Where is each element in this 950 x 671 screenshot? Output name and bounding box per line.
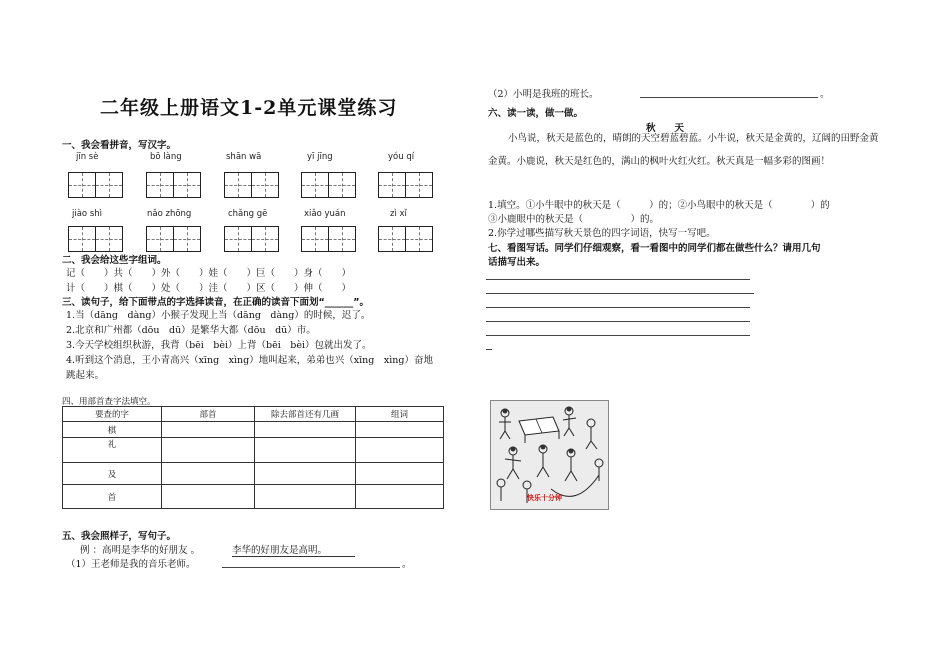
writing-grid[interactable]: [302, 226, 356, 252]
col-header: 组词: [356, 407, 444, 422]
pinyin-1: jīn sè: [76, 152, 99, 162]
reading-item-4-cont: 跳起来。: [66, 370, 105, 381]
answer-cell[interactable]: [255, 422, 356, 438]
reading-item-4[interactable]: 4.听到这个消息，王小青高兴（xīng xìng）地叫起来，弟弟也兴（xīng xìng）奋地: [66, 355, 433, 366]
pinyin-8: chǎng gē: [228, 209, 268, 219]
writing-grid[interactable]: [147, 172, 201, 198]
writing-grid[interactable]: [302, 172, 356, 198]
writing-grid[interactable]: [69, 172, 123, 198]
writing-line[interactable]: [486, 307, 750, 308]
answer-cell[interactable]: [255, 438, 356, 463]
writing-grid[interactable]: [69, 226, 123, 252]
col-header: 部首: [162, 407, 255, 422]
sentence-item-2: （2）小明是我班的班长。: [488, 89, 599, 100]
pinyin-4: yī jīng: [307, 152, 333, 162]
question-1-cont[interactable]: ③小鹿眼中的秋天是（ ）的。: [488, 214, 660, 225]
pinyin-2: bō làng: [150, 152, 182, 162]
example-answer: 李华的好朋友是高明。: [232, 542, 355, 557]
col-header: 要查的字: [63, 407, 162, 422]
writing-grid[interactable]: [379, 226, 433, 252]
answer-line[interactable]: [640, 97, 818, 98]
reading-item-1[interactable]: 1.当（dāng dàng）小猴子发现上当（dāng dàng）的时候，迟了。: [66, 310, 371, 321]
lookup-char: 首: [63, 485, 162, 509]
writing-line[interactable]: [486, 279, 750, 280]
writing-grid[interactable]: [147, 226, 201, 252]
answer-cell[interactable]: [162, 422, 255, 438]
word-group-line-2[interactable]: 计（ ）棋（ ）处（ ）洼（ ）区（ ）伸（ ）: [66, 283, 352, 294]
writing-line[interactable]: [486, 335, 750, 336]
word-group-line-1[interactable]: 记（ ）共（ ）外（ ）娃（ ）巨（ ）身（ ）: [66, 268, 352, 279]
reading-item-2[interactable]: 2.北京和广州都（dōu dū）是繁华大都（dōu dū）市。: [66, 325, 316, 336]
poem-title: 秋 天: [646, 123, 685, 134]
answer-cell[interactable]: [255, 463, 356, 485]
example-label: 例 ：高明是李华的好朋友 。: [80, 545, 201, 556]
answer-line[interactable]: [222, 567, 400, 568]
writing-grid[interactable]: [379, 172, 433, 198]
period: 。: [402, 559, 412, 570]
writing-grid[interactable]: [225, 226, 279, 252]
col-header: 除去部首还有几画: [255, 407, 356, 422]
pinyin-6: jiào shì: [72, 209, 103, 219]
writing-line[interactable]: [486, 321, 750, 322]
question-1[interactable]: 1.填空。①小牛眼中的秋天是（ ）的；②小鸟眼中的秋天是（ ）的: [488, 200, 830, 211]
writing-line[interactable]: [486, 293, 754, 294]
pinyin-7: nǎo zhōng: [147, 209, 192, 219]
answer-cell[interactable]: [356, 422, 444, 438]
answer-cell[interactable]: [162, 438, 255, 463]
reading-item-3[interactable]: 3.今天学校组织秋游，我背（bēi bèi）上背（bēi bèi）包就出发了。: [66, 340, 372, 351]
section7-heading-cont: 话描写出来。: [488, 257, 546, 268]
answer-cell[interactable]: [356, 463, 444, 485]
section3-heading: 三、读句子，给下面带点的字选择读音，在正确的读音下面划“______”。: [62, 297, 369, 308]
writing-line[interactable]: [486, 349, 492, 350]
pinyin-9: xiǎo yuán: [304, 209, 346, 219]
answer-cell[interactable]: [162, 485, 255, 509]
lookup-char: 及: [63, 463, 162, 485]
section7-heading: 七、看图写话。同学们仔细观察，看一看图中的同学们都在做些什么？请用几句: [488, 243, 821, 254]
section5-heading: 五、我会照样子，写句子。: [62, 531, 177, 542]
pinyin-5: yóu qí: [388, 152, 415, 162]
section4-heading: 四、用部首查字法填空。: [62, 397, 156, 407]
page-title: 二年级上册语文1-2单元课堂练习: [100, 97, 398, 119]
sentence-item-1: （1）王老师是我的音乐老师。: [66, 559, 196, 570]
answer-cell[interactable]: [356, 485, 444, 509]
lookup-char: 棋: [63, 422, 162, 438]
section2-heading: 二、我会给这些字组词。: [62, 255, 167, 266]
answer-cell[interactable]: [162, 463, 255, 485]
picture-caption: 快乐十分钟: [527, 494, 562, 502]
pinyin-3: shān wā: [226, 152, 262, 162]
pinyin-10: zì xǐ: [390, 209, 407, 219]
section6-heading: 六、读一读，做一做。: [488, 108, 584, 119]
answer-cell[interactable]: [255, 485, 356, 509]
answer-cell[interactable]: [356, 438, 444, 463]
reading-paragraph: 小鸟说，秋天是蓝色的，晴朗的天空碧蓝碧蓝。小牛说，秋天是金黄的，辽阔的田野金黄金黄。小鹿说，秋天是红色的，满山的枫叶火红火红。秋天真是一幅多彩的图画！: [488, 133, 879, 167]
playground-picture: [490, 400, 609, 510]
question-2: 2.你学过哪些描写秋天景色的四字词语，快写一写吧。: [488, 228, 716, 239]
writing-grid[interactable]: [225, 172, 279, 198]
section1-heading: 一、我会看拼音，写汉字。: [62, 140, 177, 151]
radical-lookup-table: [62, 406, 444, 509]
lookup-char: 礼: [63, 438, 162, 463]
period: 。: [820, 89, 830, 100]
